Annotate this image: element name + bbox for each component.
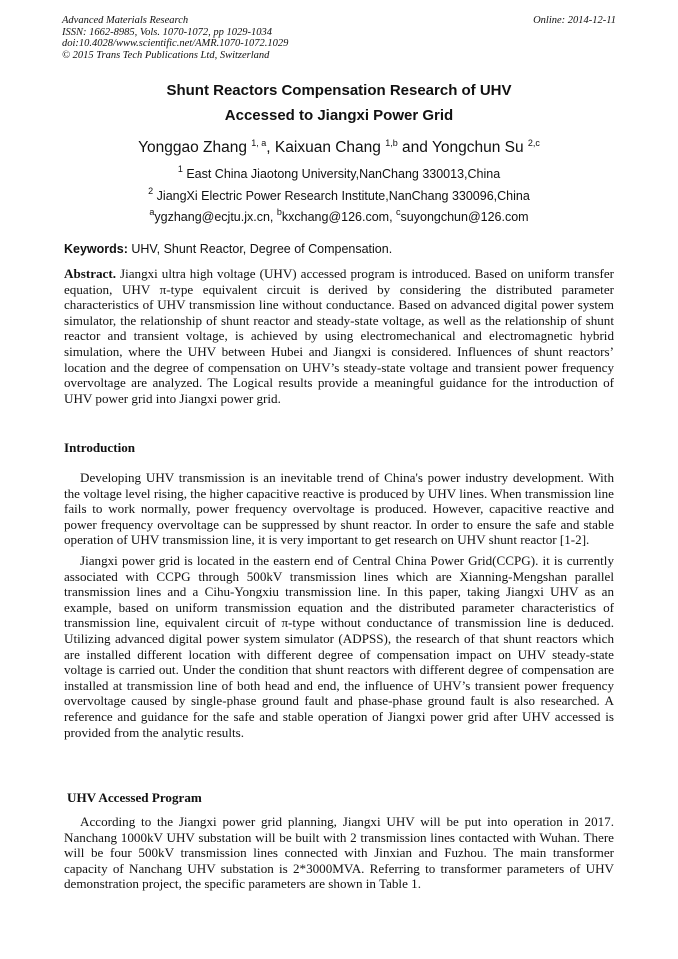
email-address[interactable]: ygzhang@ecjtu.jx.cn, [154,210,277,224]
paragraph: Developing UHV transmission is an inevitable trend of China's power industry development. With the voltage level rising, the higher capacitive reactive is produced by UHV lines. When transmission line fails to work normally, power frequency overvoltage is produced. However, capacitive reactive and power frequency overvoltage can be suppressed by shunt reactor. In order to ensure the safe and stable operation of UHV transmission line, it is very important to get research on UHV shunt reactor [1-2]. [64,470,614,548]
affiliation-number: 1 [177,164,183,174]
author-name: Kaixuan Chang [274,139,381,156]
affiliation-text: JiangXi Electric Power Research Institute,NanChang 330096,China [156,189,530,203]
abstract-text: Jiangxi ultra high voltage (UHV) accessed program is introduced. Based on uniform transfer equation, UHV π-type equivalent circuit is derived by considering the distributed parameter characteristics of UHV transmission line without conductance. Based on advanced digital power system simulator, the relationship of shunt reactor and steady-state voltage, as well as the relationship of shunt reactor and transient voltage, is achieved by using electromechanical and electromagnetic hybrid simulation, where the UHV between Hubei and Jiangxi is considered. Influences of shunt reactors’ location and the degree of compensation on UHV’s steady-state voltage and transient power frequency overvoltage are analyzed. The Logical results provide a meaningful guidance for the introduction of UHV power grid into Jiangxi power grid. [64,266,614,406]
author-name: Yonggao Zhang [138,139,247,156]
author-emails [0,207,678,224]
journal-copyright: © 2015 Trans Tech Publications Ltd, Switzerland [62,49,270,61]
author-affiliation-mark: 2,c [527,138,540,148]
abstract [64,266,614,406]
email-mark: b [276,207,282,217]
uhv-program-body [64,814,614,892]
keywords [64,242,392,256]
email-address[interactable]: kxchang@126.com, [281,210,397,224]
keywords-label: Keywords: [64,242,128,256]
keywords-text: UHV, Shunt Reactor, Degree of Compensation. [127,242,393,256]
paragraph: Jiangxi power grid is located in the eastern end of Central China Power Grid(CCPG). it is currently associated with CCPG through 500kV transmission lines which are Xianning-Mengshan parallel transmission lines and a Cihu-Yongxiu transmission line. In this paper, taking Jiangxi UHV as an example, based on uniform transmission equation and the distributed parameter characteristics of transmission line, equivalent circuit of π-type without conductance of transmission line is deduced. Utilizing advanced digital power system simulator (ADPSS), the research of that shunt reactors which are installed different location with different degree of compensation impact on UHV steady-state voltage is carried out. Under the condition that shunt reactors with different degree of compensation are installed at transmission line of both head and end, the influence of UHV’s transient power frequency overvoltage caused by single-phase ground fault and phase-phase ground fault is also researched. A reference and guidance for the safe and stable operation of Jiangxi power grid after UHV accessed is provided from the analytic results. [64,552,614,740]
author-affiliation-mark: 1, a [251,138,267,148]
affiliation-number: 2 [148,186,154,196]
affiliation-1 [0,164,678,181]
journal-issn: ISSN: 1662-8985, Vols. 1070-1072, pp 1029-1034 [62,26,272,38]
journal-doi: doi:10.4028/www.scientific.net/AMR.1070-1072.1029 [62,38,289,50]
introduction-body [64,470,614,740]
author-list [0,138,678,157]
affiliation-text: East China Jiaotong University,NanChang 330013,China [186,167,501,181]
abstract-label: Abstract. [64,266,116,281]
author-separator: , [266,139,275,156]
section-heading-introduction: Introduction [64,440,136,455]
paper-title-line1: Shunt Reactors Compensation Research of UHV [166,82,512,99]
email-address[interactable]: suyongchun@126.com [400,210,529,224]
author-name: Yongchun Su [431,139,524,156]
email-mark: a [149,207,155,217]
journal-name: Advanced Materials Research [62,15,189,26]
email-mark: c [396,207,401,217]
author-affiliation-mark: 1,b [385,138,398,148]
online-date: Online: 2014-12-11 [533,15,616,26]
paper-title-line2: Accessed to Jiangxi Power Grid [224,107,454,124]
section-heading-uhv-program: UHV Accessed Program [67,790,202,805]
affiliation-2 [0,186,678,203]
paragraph: According to the Jiangxi power grid planning, Jiangxi UHV will be put into operation in 2017. Nanchang 1000kV UHV substation will be built with 2 transmission lines contacted with Wuhan. There will be four 500kV transmission lines connected with Jinxian and Fuzhou. The main transformer capacity of Nanchang UHV substation is 2*3000MVA. Referring to transformer parameters of UHV demonstration project, the specific parameters are shown in Table 1. [64,814,614,892]
journal-header [62,15,616,61]
author-separator: and [397,139,432,156]
